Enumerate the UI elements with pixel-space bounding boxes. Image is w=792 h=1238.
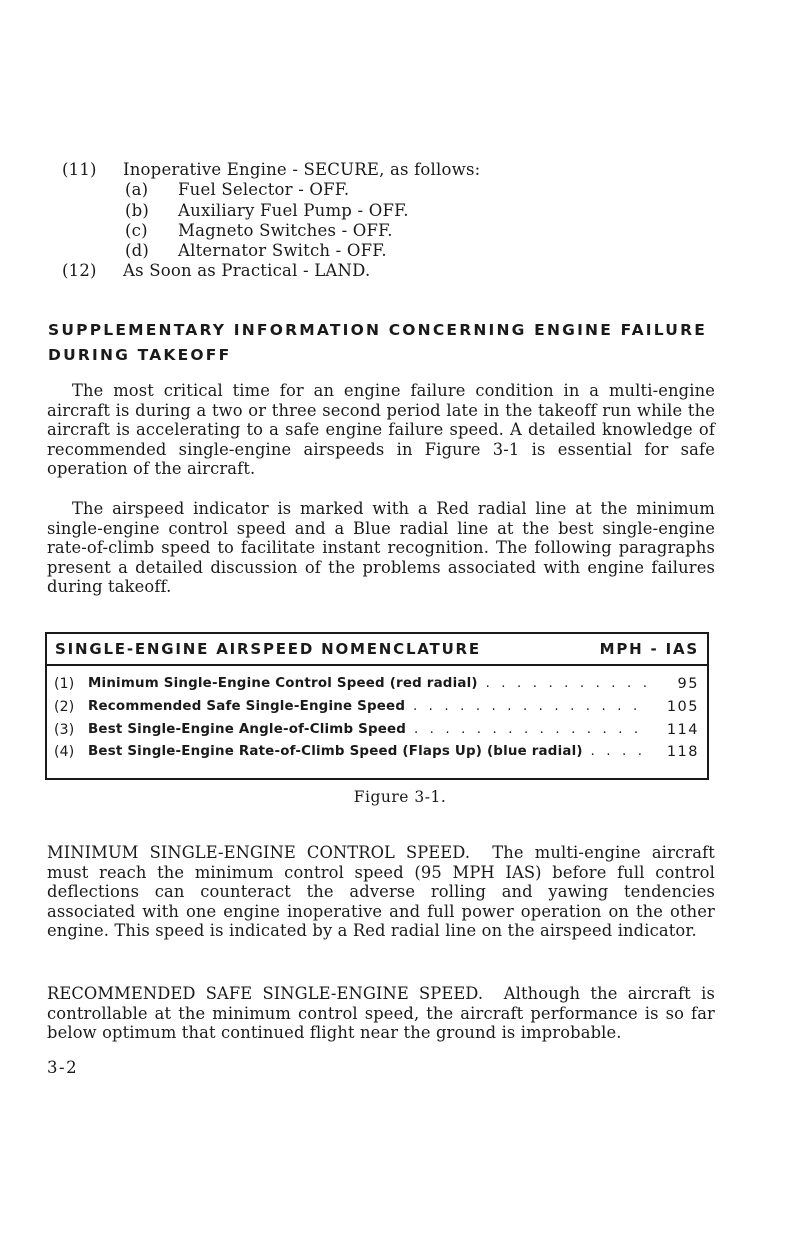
row-label: Recommended Safe Single-Engine Speed . . .: [88, 699, 647, 714]
step-number: (11): [62, 160, 97, 179]
step-text: Fuel Selector - OFF.: [178, 180, 350, 199]
section-heading-line1: SUPPLEMENTARY INFORMATION CONCERNING ENGINE FAILURE: [48, 321, 707, 339]
paragraph-critical-time: The most critical time for an engine failure condition in a multi-engine aircraft is during a two or three second period late in the takeoff run while the aircraft is accelerating to a safe engine failure speed. A detailed knowledge of recommended single-engine airspeeds in Figure 3-1 is essential for safe operation of the aircraft.: [47, 381, 715, 479]
airspeed-nomenclature-table: [45, 632, 709, 780]
table-row: [47, 744, 707, 766]
table-header-nomenclature: SINGLE-ENGINE AIRSPEED NOMENCLATURE: [55, 640, 481, 658]
step-text: Inoperative Engine - SECURE, as follows:: [123, 160, 481, 179]
paragraph-body: The multi-engine aircraft must reach the minimum control speed (95 MPH IAS) before full control deflections can counteract the adverse rolling and yawing tendencies associated with one engine inoperative and full power operation on the other engine. This speed is indicated by a Red radial line on the airspeed indicator.: [47, 843, 715, 941]
paragraph-title: MINIMUM SINGLE-ENGINE CONTROL SPEED.: [47, 843, 471, 862]
table-row: [47, 722, 707, 744]
row-label: Minimum Single-Engine Control Speed (red radial) . . .: [88, 676, 647, 691]
paragraph-recommended-safe-speed: [47, 984, 715, 1043]
step-number: (b): [125, 201, 150, 220]
step-number: (a): [125, 180, 149, 199]
table-header-units: MPH - IAS: [599, 640, 699, 658]
table-row: [47, 676, 707, 698]
step-number: (d): [125, 241, 150, 260]
step-text: As Soon as Practical - LAND.: [123, 261, 371, 280]
row-label: Best Single-Engine Rate-of-Climb Speed (Flaps Up) (blue radial) . . .: [88, 744, 647, 759]
step-number: (c): [125, 221, 148, 240]
step-text: Magneto Switches - OFF.: [178, 221, 393, 240]
row-value: 118: [666, 744, 699, 760]
row-label: Best Single-Engine Angle-of-Climb Speed . . .: [88, 722, 647, 737]
row-number: (2): [54, 699, 75, 715]
table-header: [47, 634, 707, 666]
row-number: (3): [54, 722, 75, 738]
paragraph-title: RECOMMENDED SAFE SINGLE-ENGINE SPEED.: [47, 984, 484, 1003]
step-number: (12): [62, 261, 97, 280]
section-heading: [48, 318, 748, 368]
row-number: (1): [54, 676, 75, 692]
row-number: (4): [54, 744, 75, 760]
step-text: Alternator Switch - OFF.: [178, 241, 387, 260]
paragraph-body: Although the aircraft is controllable at the minimum control speed, the aircraft performance is so far below optimum that continued flight near the ground is improbable.: [47, 984, 715, 1043]
section-heading-line2: DURING TAKEOFF: [48, 346, 232, 364]
paragraph-airspeed-indicator: The airspeed indicator is marked with a Red radial line at the minimum single-engine control speed and a Blue radial line at the best single-engine rate-of-climb speed to facilitate instant recognition. The following paragraphs present a detailed discussion of the problems associated with engine failures during takeoff.: [47, 499, 715, 597]
row-value: 105: [666, 699, 699, 715]
page-number: 3-2: [47, 1058, 79, 1077]
table-row: [47, 699, 707, 721]
figure-caption: Figure 3-1.: [353, 788, 447, 806]
row-value: 95: [677, 676, 699, 692]
step-text: Auxiliary Fuel Pump - OFF.: [178, 201, 409, 220]
row-value: 114: [666, 722, 699, 738]
paragraph-min-control-speed: [47, 843, 715, 941]
